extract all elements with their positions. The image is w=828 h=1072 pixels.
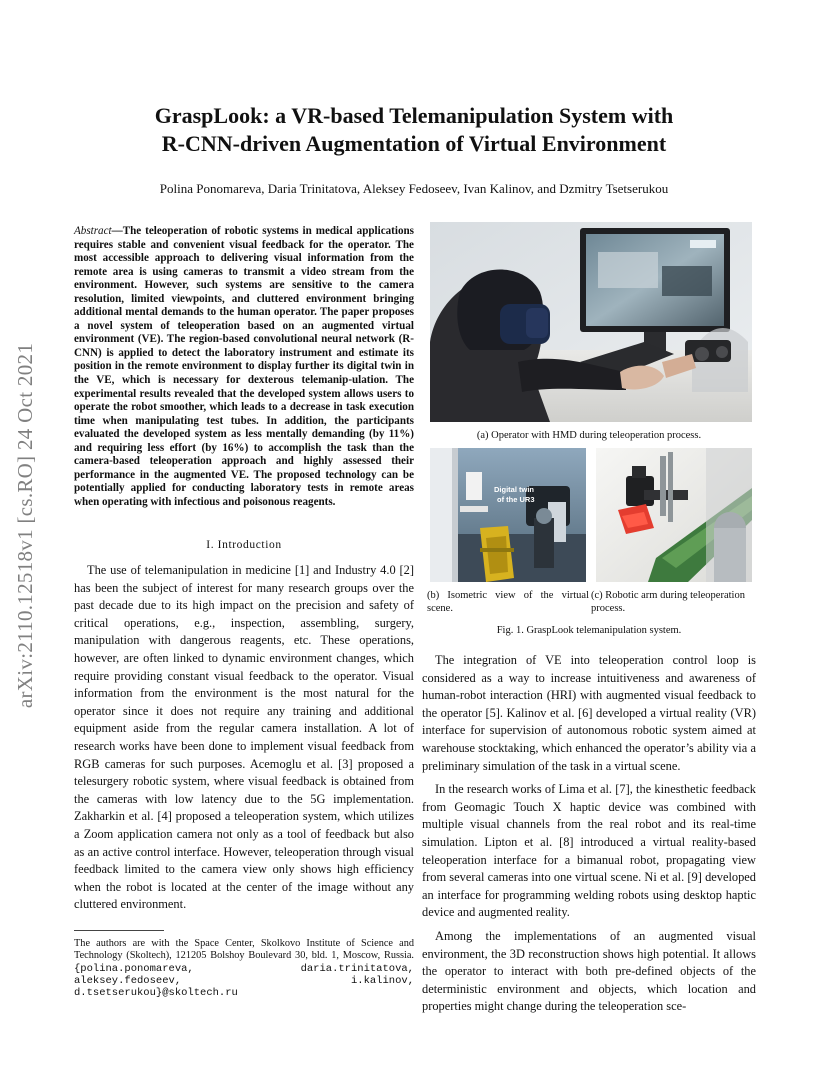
- footnote-text: The authors are with the Space Center, Skolkovo Institute of Science and Technology (Skoltech), 121205 Bolshoy Boulevard 30, bld. 1, Moscow, Russia.: [74, 938, 414, 962]
- footnote-emails: {polina.ponomareva, daria.trinitatova, aleksey.fedoseev, i.kalinov, d.tsetserukou}@skoltech.ru: [74, 962, 414, 1000]
- right-column-body: [422, 652, 756, 1016]
- intro-paragraph-1: The use of telemanipulation in medicine [1] and Industry 4.0 [2] has been the subject of interest for many research groups over the past decade due to its high impact on the precision and safety of critical operations, e.g., inspection, assembling, surgery, manipulation with dangerous reagents, etc. These operations, however, are often linked to dynamic environment changes, which require providing constant visual feedback to the operator. Visual information from the environment is the most natural for the operator since it does not require any training and additional equipment aside from the regular camera installation. A lot of research works have been done to implement visual feedback from RGB cameras for such purposes. Acemoglu et al. [3] proposed a telesurgery robotic system, where visual feedback is obtained from the cameras with low latency due to the 5G implementation. Zakharkin et al. [4] proposed a teleoperation system, which utilizes a Zoom application camera not only as a tool of feedback but also as an active control interface. However, teleoperation through visual feedback limited to the camera view only shows high efficiency when the robot is located at the center of the image without any cluttered environment.: [74, 563, 414, 912]
- footnote-rule: [74, 930, 164, 931]
- figure-1c-caption: (c) Robotic arm during teleoperation process.: [591, 590, 745, 614]
- author-list: Polina Ponomareva, Daria Trinitatova, Aleksey Fedoseev, Ivan Kalinov, and Dzmitry Tsetserukou: [159, 181, 669, 196]
- figure-1-caption: Fig. 1. GraspLook telemanipulation system.: [496, 625, 682, 636]
- paper-title: [96, 102, 732, 158]
- title-line-1: GraspLook: a VR-based Telemanipulation System with: [154, 103, 674, 128]
- right-paragraph-2: In the research works of Lima et al. [7], the kinesthetic feedback from Geomagic Touch X haptic device was combined with multiple visual channels from the real robot and its real-time simulation. Lipton et al. [8] introduced a virtual reality-based teleoperation interface for a bimanual robot, propagating view from several cameras into one virtual scene. Ni et al. [9] developed an interface for programming welding robots using desktop haptic device and augmented reality.: [422, 782, 756, 920]
- right-paragraph-1: The integration of VE into teleoperation control loop is considered as a way to increase intuitiveness and awareness of human-robot interaction (HRI) with augmented visual feedback to the operator [5]. Kalinov et al. [6] developed a virtual reality (VR) interface for supervision of autonomous robotic system aimed at warehouse stocktaking, which enhanced the operator’s ability via a preliminary simulation of the task in a virtual scene.: [422, 653, 756, 773]
- right-paragraph-3: Among the implementations of an augmented visual environment, the 3D reconstruction shows high potential. It allows the operator to interact with both pre-defined objects of the deterministic environment and objects, which location and properties might change during the teleoperation sce-: [422, 928, 756, 1014]
- arxiv-identifier: arXiv:2110.12518v1 [cs.RO] 24 Oct 2021: [13, 342, 38, 708]
- section-heading-introduction: I. Introduction: [206, 539, 282, 551]
- figure-1b-virtual-scene: [430, 448, 586, 582]
- figure-1a-operator-photo: [430, 222, 752, 422]
- abstract: [74, 225, 414, 509]
- overlay-label-line-1: Digital twin: [494, 485, 534, 494]
- arxiv-identifier-sidebar: [6, 290, 46, 760]
- figure-1b-caption: (b) Isometric view of the virtual scene.: [427, 590, 589, 614]
- figure-1a-caption: (a) Operator with HMD during teleoperation process.: [476, 430, 702, 441]
- figure-1c-robot-arm-photo: [596, 448, 752, 582]
- author-affiliation-footnote: [74, 938, 414, 999]
- abstract-text: —The teleoperation of robotic systems in medical applications requires stable and convenient visual feedback for the operator. The most accessible approach to delivering visual information from the remote area is using cameras to transmit a video stream from the environment. However, such systems are sensitive to the camera resolution, limited viewpoints, and cluttered environment bringing additional mental demands to the human operator. The paper proposes a novel system of teleoperation based on an augmented virtual environment (VE). The region-based convolutional neural network (R-CNN) is applied to detect the laboratory instrument and estimate its position in the remote environment to display further its digital twin in the VE, which is necessary for dexterous telemanip-ulation. The experimental results revealed that the developed system allows users to operate the robot smoother, which leads to a decrease in task execution time when manipulating test tubes. In addition, the participants evaluated the developed system as less mentally demanding (by 11%) and requiring less effort (by 16%) to accomplish the task than the camera-based teleoperation approach and highly assessed their performance in the augmented VE. The proposed technology can be potentially applied for conducting laboratory tests in remote areas when operating with infectious and poisonous reagents.: [74, 225, 414, 508]
- title-line-2: R-CNN-driven Augmentation of Virtual Environment: [161, 131, 667, 156]
- overlay-label-line-2: of the UR3: [497, 495, 535, 504]
- left-column-body: [74, 562, 414, 914]
- abstract-label: Abstract: [74, 225, 112, 237]
